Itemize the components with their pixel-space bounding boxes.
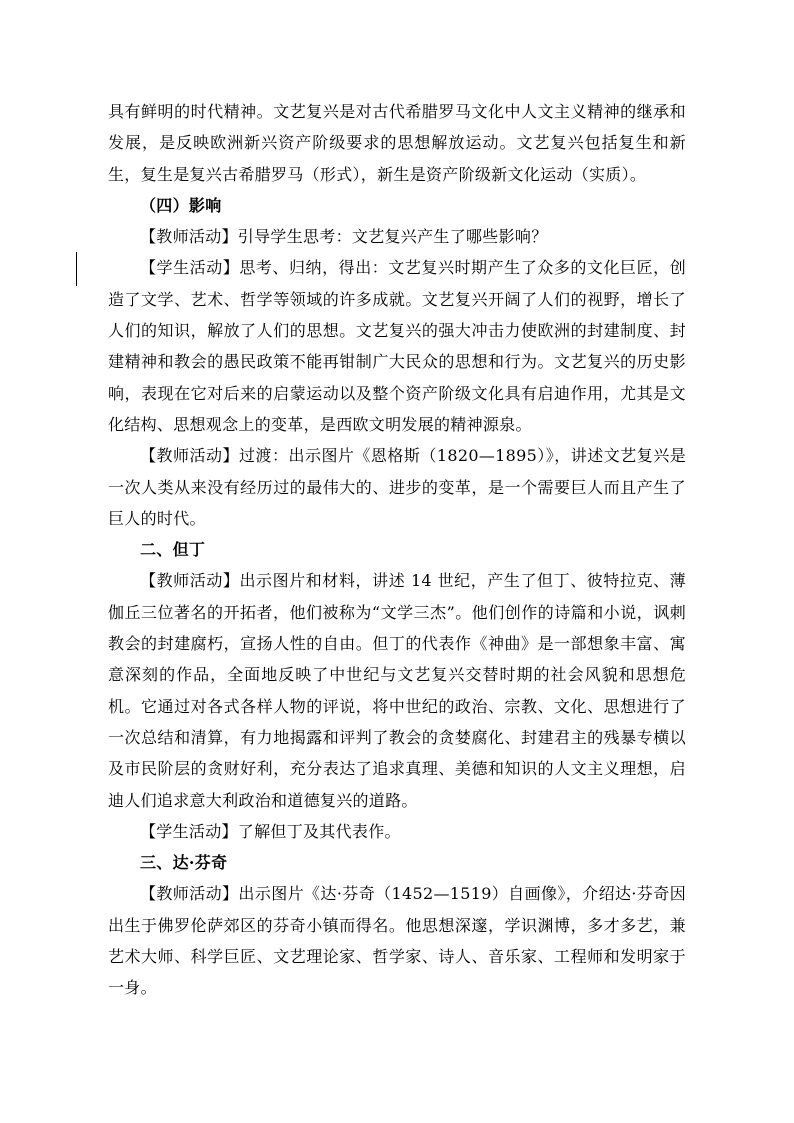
section-heading-influence: （四）影响 — [140, 195, 222, 215]
section-heading-da-vinci: 三、达·芬奇 — [140, 853, 228, 873]
section-heading-dante: 二、但丁 — [140, 540, 206, 560]
paragraph-da-vinci-description: 【教师活动】出示图片《达·芬奇（1452—1519）自画像》，介绍达·芬奇因出生于佛罗伦萨郊区的芬奇小镇而得名。他思想深邃，学识渊博，多才多艺，兼艺术大师、科学巨匠、文艺理论家、哲学家、诗人、音乐家、工程师和发明家于一身。 — [108, 884, 686, 998]
text-cursor-mark — [76, 252, 77, 286]
paragraph-dante-description: 【教师活动】出示图片和材料，讲述 14 世纪，产生了但丁、彼特拉克、薄伽丘三位著名的开拓者，他们被称为“文学三杰”。他们创作的诗篇和小说，讽刺教会的封建腐朽，宣扬人性的自由。但丁的代表作《神曲》是一部想象丰富、寓意深刻的作品，全面地反映了中世纪与文艺复兴交替时期的社会风貌和思想危机。它通过对各式各样人物的评说，将中世纪的政治、宗教、文化、思想进行了一次总结和清算，有力地揭露和评判了教会的贪婪腐化、封建君主的残暴专横以及市民阶层的贪财好利，充分表达了追求真理、美德和知识的人文主义理想，启迪人们追求意大利政治和道德复兴的道路。 — [108, 571, 686, 810]
paragraph-teacher-question: 【教师活动】引导学生思考：文艺复兴产生了哪些影响？ — [140, 227, 548, 247]
paragraph-student-dante: 【学生活动】了解但丁及其代表作。 — [140, 821, 401, 841]
document-body — [108, 96, 686, 1004]
paragraph-student-conclusion: 【学生活动】思考、归纳，得出：文艺复兴时期产生了众多的文化巨匠，创造了文学、艺术、哲学等领域的许多成就。文艺复兴开阔了人们的视野，增长了人们的知识，解放了人们的思想。文艺复兴的强大冲击力使欧洲的封建制度、封建精神和教会的愚民政策不能再钳制广大民众的思想和行为。文艺复兴的历史影响，表现在它对后来的启蒙运动以及整个资产阶级文化具有启迪作用，尤其是文化结构、思想观念上的变革，是西欧文明发展的精神源泉。 — [108, 258, 686, 434]
paragraph-teacher-transition: 【教师活动】过渡：出示图片《恩格斯（1820—1895）》，讲述文艺复兴是一次人类从来没有经历过的最伟大的、进步的变革，是一个需要巨人而且产生了巨人的时代。 — [108, 446, 686, 528]
paragraph-renaissance-nature: 具有鲜明的时代精神。文艺复兴是对古代希腊罗马文化中人文主义精神的继承和发展，是反映欧洲新兴资产阶级要求的思想解放运动。文艺复兴包括复生和新生，复生是复兴古希腊罗马（形式），新生是资产阶级新文化运动（实质）。 — [108, 102, 686, 184]
